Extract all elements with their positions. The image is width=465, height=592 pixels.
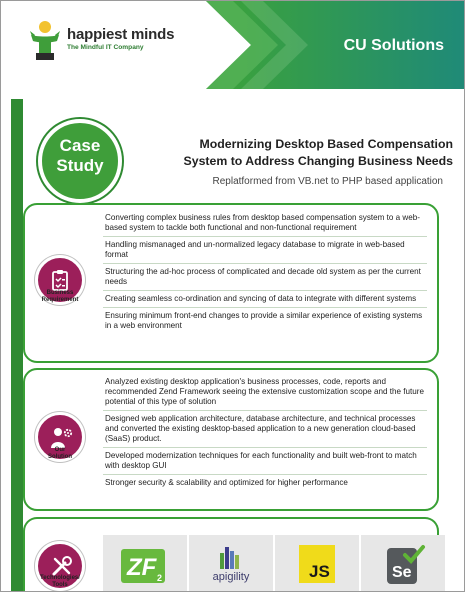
our-solution-label [27,447,93,461]
technologies-label-line-2: Tools [52,582,68,588]
selenium-logo [361,535,445,592]
page-subtitle: Replatformed from VB.net to PHP based application [212,176,443,187]
list-item: Designed web application architecture, database architecture, and technical processes and converted the existing desktop-based application to a new generation cloud-based (SaaS) product. [103,411,427,448]
technologies-section [23,517,439,592]
list-item: Stronger security & scalability and optimized for higher performance [105,478,348,487]
list-item: Creating seamless co-ordination and syncing of data to integrate with different systems [103,291,427,308]
happiest-minds-logo-icon [27,19,63,63]
our-solution-label-line-1: Our [54,447,66,453]
business-requirement-list [103,210,427,334]
zend-logo-sub: 2 [157,573,163,583]
list-item: Developed modernization techniques for each functionality and built web-front to match with desktop GUI [103,448,427,475]
technologies-label [27,575,93,589]
list-item: Converting complex business rules from desktop based compensation system to a web-based system to tackle both functional and non-functional requirement [103,210,427,237]
case-study-badge [38,119,122,203]
apigility-logo [189,535,273,592]
page-title-line-1: Modernizing Desktop Based Compensation [199,137,453,151]
brand-name: happiest minds [67,26,175,43]
business-requirement-label-line-1: Business [46,290,74,296]
left-accent-bar [11,99,23,592]
business-requirement-label-line-2: Requirement [41,297,79,303]
js-logo-text: JS [309,562,330,581]
technologies-label-line-1: Technologies/ [40,575,80,581]
logo-text [67,28,174,51]
case-study-word-1: Case [59,136,101,155]
case-study-badge-text [42,136,118,176]
header [1,1,465,89]
page-title-line-2: System to Address Changing Business Needs [183,154,453,168]
case-study-word-2: Study [56,156,104,175]
apigility-logo-text: apigility [212,571,250,583]
technology-logos [103,535,445,592]
zend-logo-text: ZF [127,554,157,581]
page-title [143,136,453,170]
our-solution-section [23,368,439,511]
our-solution-label-line-2: Solution [48,454,72,460]
list-item: Analyzed existing desktop application's business processes, code, reports and recommended Zend Framework seeing the extensive customization scope and the future potential of this type of solution [103,374,427,411]
zend-framework-logo [103,535,187,592]
selenium-logo-text: Se [392,564,412,581]
list-item: Ensuring minimum front-end changes to provide a similar experience of existing systems in a web environment [105,311,423,330]
list-item: Handling mismanaged and un-normalized legacy database to migrate in web-based format [103,237,427,264]
business-requirement-section [23,203,439,363]
header-title: CU Solutions [343,37,444,54]
our-solution-list [103,374,427,491]
list-item: Structuring the ad-hoc process of complicated and decade old system as per the current needs [103,264,427,291]
javascript-logo [275,535,359,592]
company-logo [1,1,201,79]
brand-tagline: The Mindful IT Company [67,44,144,51]
business-requirement-label [27,290,93,304]
